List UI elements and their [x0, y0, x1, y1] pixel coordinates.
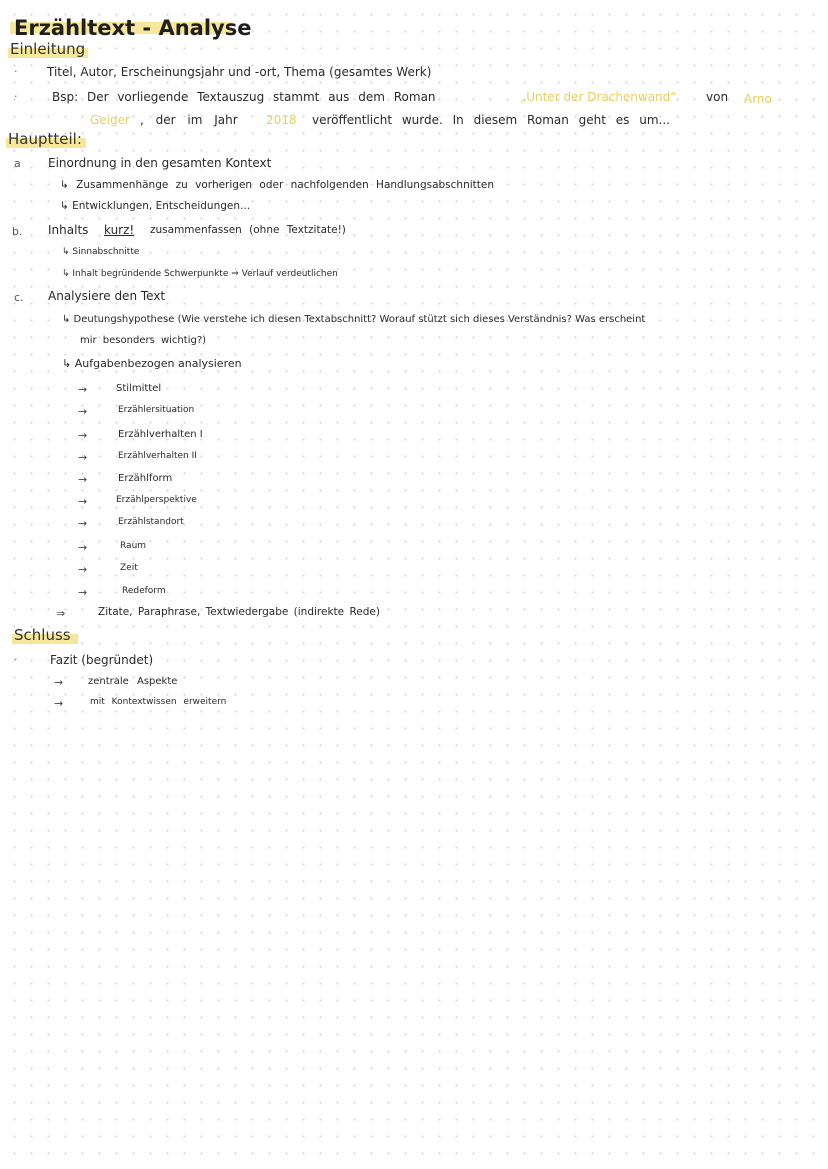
double-arrow-icon: ⇒ — [56, 607, 66, 620]
section-marker-b: b. — [12, 225, 23, 238]
intro-example-year: 2018 — [266, 113, 297, 127]
intro-example-author-last: Geiger — [90, 113, 130, 127]
analysis-item: Redeform — [122, 586, 166, 596]
analysis-item: Zeit — [120, 563, 138, 573]
intro-heading: Einleitung — [10, 40, 86, 58]
section-c-hypothesis-line1: ↳ Deutungshypothese (Wie verstehe ich diesen Textabschnitt? Worauf stützt sich dieses Verständnis? Was erscheint — [62, 314, 646, 325]
arrow-icon: → — [54, 676, 64, 689]
section-a-label: Einordnung in den gesamten Kontext — [48, 156, 272, 170]
bullet-dot: · — [14, 90, 18, 103]
section-c-label: Analysiere den Text — [48, 289, 166, 303]
arrow-icon: → — [78, 429, 88, 442]
arrow-icon: → — [78, 541, 88, 554]
section-a-sub2: ↳ Entwicklungen, Entscheidungen... — [60, 200, 251, 212]
arrow-icon: → — [54, 697, 64, 710]
conclusion-item: zentrale Aspekte — [88, 676, 178, 687]
analysis-item: Erzählstandort — [118, 517, 184, 527]
arrow-icon: → — [78, 473, 88, 486]
section-c-hypothesis-line2: mir besonders wichtig?) — [80, 335, 207, 346]
analysis-item: Erzählersituation — [118, 405, 195, 415]
intro-example-prefix: Bsp: Der vorliegende Textauszug stammt aus dem Roman — [52, 90, 436, 104]
arrow-icon: → — [78, 586, 88, 599]
intro-example-von: von — [706, 90, 729, 104]
intro-example-middle2: veröffentlicht wurde. In diesem Roman geht es um... — [312, 113, 670, 127]
arrow-icon: → — [78, 383, 88, 396]
section-b-sub2: ↳ Inhalt begründende Schwerpunkte ⇒ Verlauf verdeutlichen — [62, 269, 338, 279]
intro-example-author-first: Arno — [744, 92, 772, 106]
arrow-icon: → — [78, 405, 88, 418]
bullet-dot: · — [14, 653, 18, 666]
arrow-icon: → — [78, 517, 88, 530]
bullet-dot: · — [14, 65, 18, 78]
intro-example-title: „Unter der Drachenwand“ — [520, 90, 677, 104]
conclusion-heading: Schluss — [14, 626, 71, 644]
analysis-item: Raum — [120, 541, 147, 551]
analysis-item: Erzählverhalten I — [118, 429, 203, 440]
section-marker-a: a — [14, 157, 21, 170]
arrow-icon: → — [78, 495, 88, 508]
section-b-sub1: ↳ Sinnabschnitte — [62, 247, 140, 257]
analysis-item: Erzählperspektive — [116, 495, 197, 505]
section-b-label-kurz: kurz! — [104, 223, 135, 237]
main-heading: Hauptteil: — [8, 130, 82, 148]
intro-line: Titel, Autor, Erscheinungsjahr und -ort, Thema (gesamtes Werk) — [47, 65, 432, 79]
conclusion-item: mit Kontextwissen erweitern — [90, 697, 227, 707]
section-a-sub1: ↳ Zusammenhänge zu vorherigen oder nachfolgenden Handlungsabschnitten — [60, 179, 494, 191]
analysis-item: Erzählverhalten II — [118, 451, 197, 461]
section-c-sub2: ↳ Aufgabenbezogen analysieren — [62, 357, 242, 370]
arrow-icon: → — [78, 563, 88, 576]
section-b-label-post: zusammenfassen (ohne Textzitate!) — [150, 224, 346, 236]
page-title: Erzähltext - Analyse — [14, 16, 252, 40]
conclusion-fazit: Fazit (begründet) — [50, 653, 154, 667]
section-c-final: Zitate, Paraphrase, Textwiedergabe (indirekte Rede) — [98, 606, 380, 618]
arrow-icon: → — [78, 451, 88, 464]
analysis-item: Stilmittel — [116, 383, 162, 394]
analysis-item: Erzählform — [118, 473, 173, 484]
section-marker-c: c. — [14, 291, 24, 304]
section-b-label-pre: Inhalts — [48, 223, 89, 237]
intro-example-middle1: , der im Jahr — [140, 113, 238, 127]
